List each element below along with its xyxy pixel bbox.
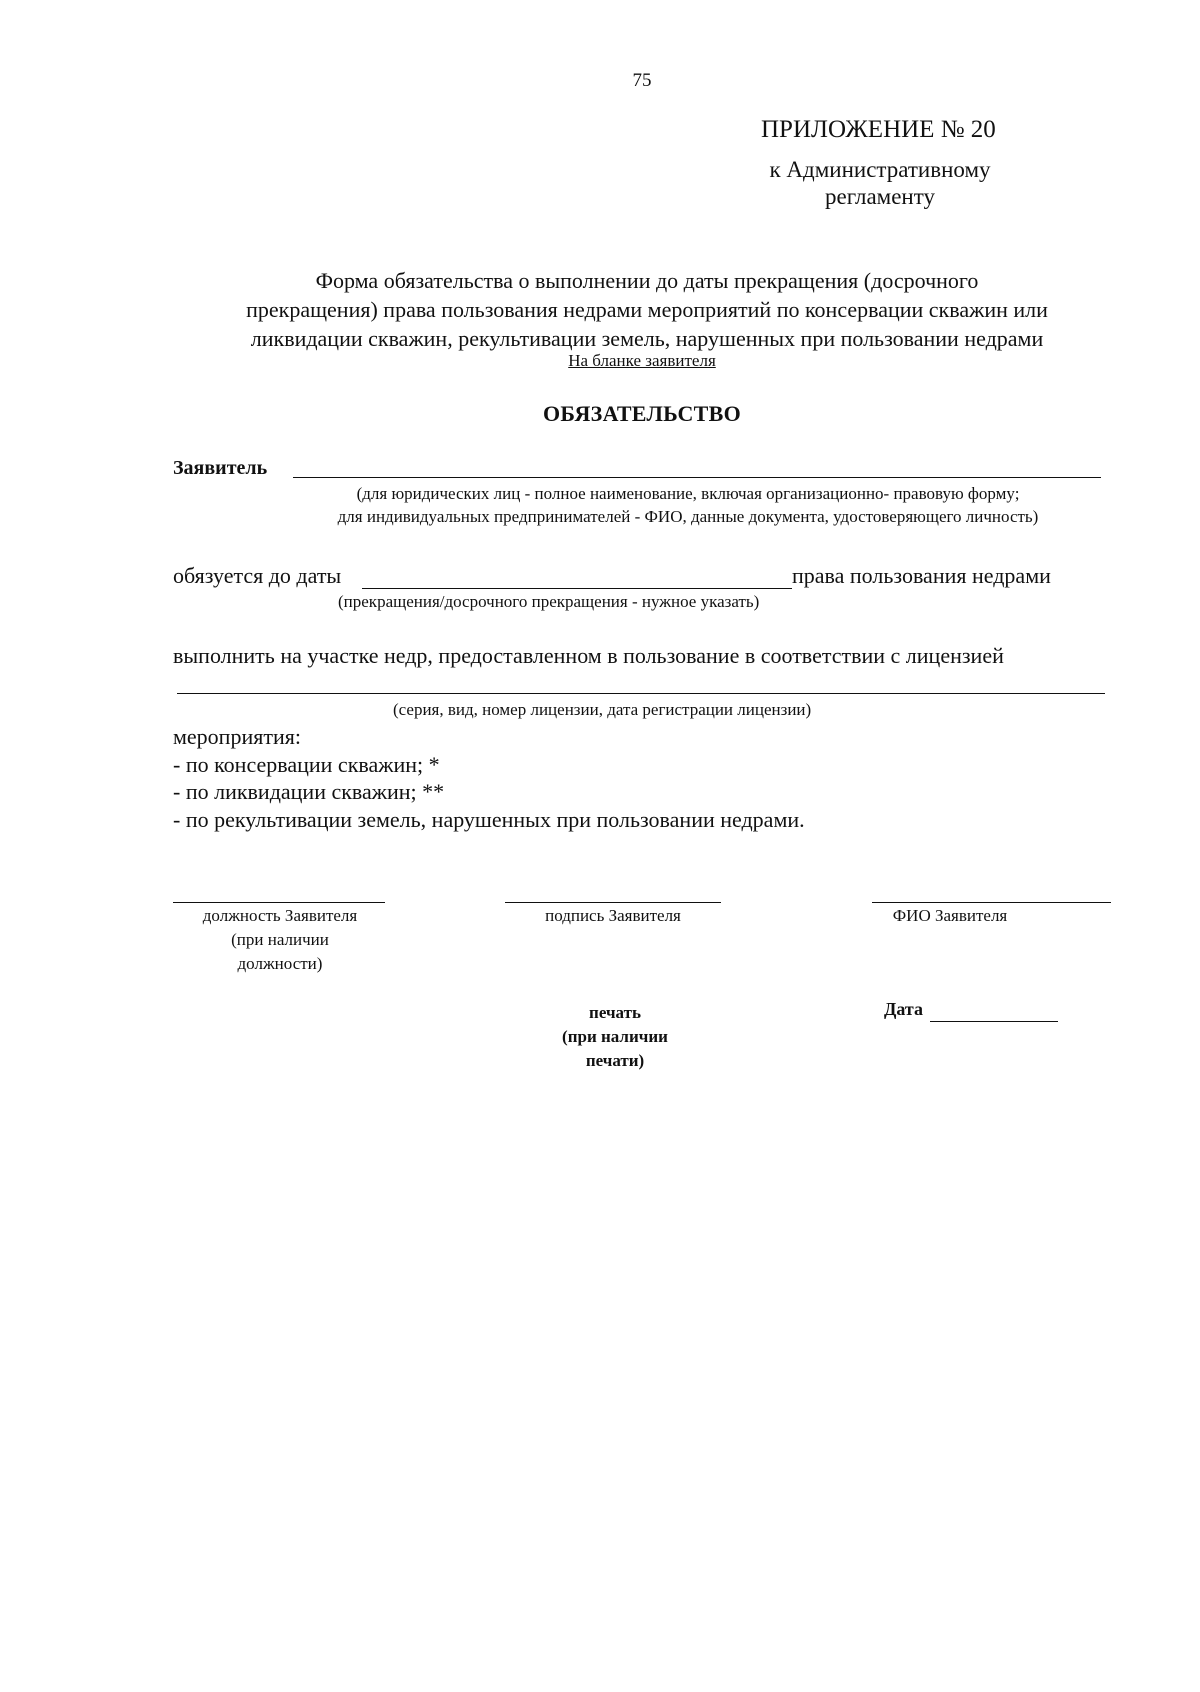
list-item: - по рекультивации земель, нарушенных при пользовании недрами. [173,806,805,832]
position-signature-line [173,902,385,903]
obligation-prefix: обязуется до даты [173,563,342,588]
list-item: - по консервации скважин; * [173,751,440,777]
page-number: 75 [632,70,652,91]
stamp-label-line-1: печать [589,1003,641,1022]
position-label [172,904,388,976]
document-title: ОБЯЗАТЕЛЬСТВО [542,401,742,426]
obligation-suffix: права пользования недрами [792,563,1051,588]
license-text: выполнить на участке недр, предоставленном в пользование в соответствии с лицензией [173,643,1004,668]
license-hint: (серия, вид, номер лицензии, дата регистрации лицензии) [393,700,812,719]
applicant-hint-2: для индивидуальных предпринимателей - ФИО, данные документа, удостоверяющего личность) [337,507,1039,526]
regulation-line-1: к Административному [769,157,991,182]
signature-line [505,902,721,903]
full-name-signature-line [872,902,1111,903]
stamp-label-line-3: печати) [585,1051,645,1070]
position-label-line-1: должность Заявителя [202,906,358,925]
list-item: - по ликвидации скважин; ** [173,779,445,804]
license-field-line [177,693,1105,694]
appendix-number: ПРИЛОЖЕНИЕ № 20 [761,116,996,143]
regulation-line-2: регламенту [825,184,935,209]
measures-list [173,723,805,833]
regulation-reference [748,156,1012,210]
applicant-label: Заявитель [173,457,268,479]
date-line [930,1021,1058,1022]
position-label-line-2: (при наличии [231,930,329,949]
signature-label: подпись Заявителя [545,906,681,925]
date-field-line [362,588,792,589]
full-name-label: ФИО Заявителя [892,906,1008,925]
letterhead-note: На бланке заявителя [568,351,716,370]
form-title-line-1: Форма обязательства о выполнении до даты прекращения (досрочного [315,268,979,293]
position-label-line-3: должности) [237,954,323,973]
form-title [150,266,1144,353]
form-title-line-3: ликвидации скважин, рекультивации земель, нарушенных при пользовании недрами [250,326,1044,351]
stamp-label [540,1001,690,1073]
form-title-line-2: прекращения) права пользования недрами мероприятий по консервации скважин или [246,297,1048,322]
applicant-field-line [293,477,1101,478]
measures-heading: мероприятия: [173,724,301,749]
applicant-hint-1: (для юридических лиц - полное наименование, включая организационно- правовую форму; [356,484,1020,503]
date-label: Дата [884,999,923,1019]
stamp-label-line-2: (при наличии [562,1027,668,1046]
obligation-hint: (прекращения/досрочного прекращения - нужное указать) [338,592,760,611]
